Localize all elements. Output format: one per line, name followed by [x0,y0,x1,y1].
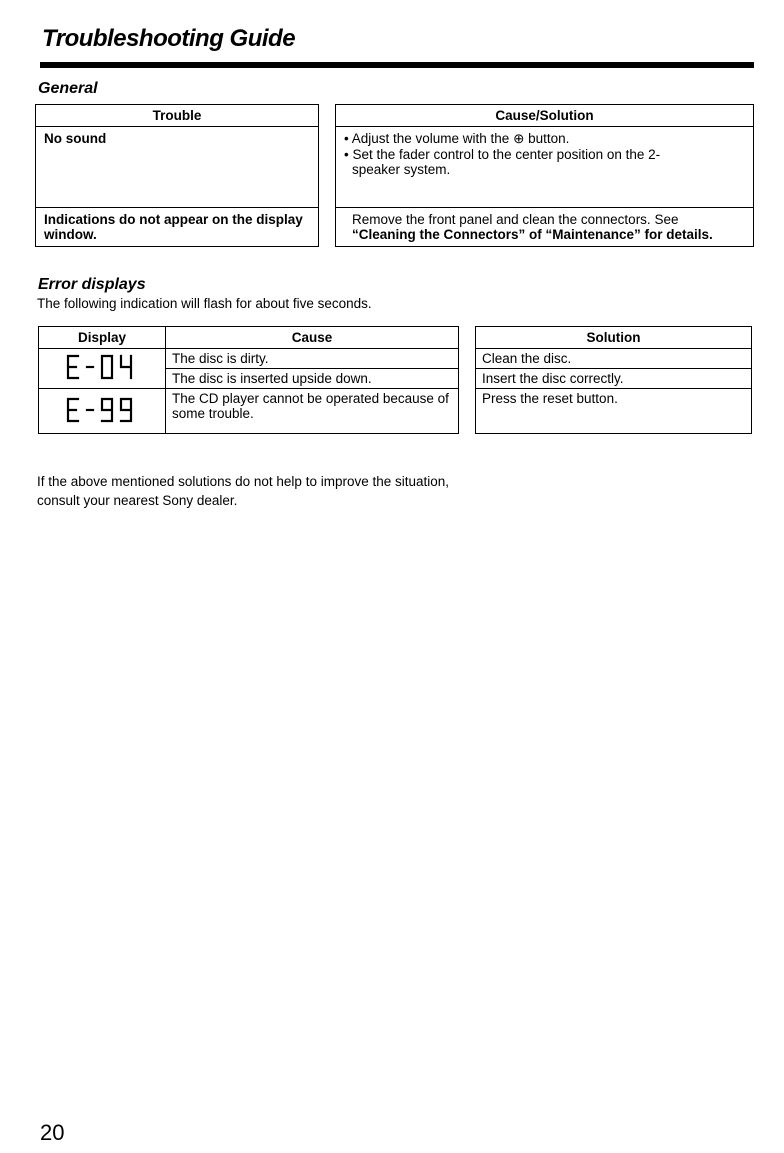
table-row [39,389,752,434]
error-code-display [52,393,152,430]
cause-cell: The CD player cannot be operated because of some trouble. [166,389,459,434]
table-row [36,127,754,208]
display-cell [39,349,166,389]
solution-cell: Press the reset button. [476,389,752,434]
page-number: 20 [40,1120,65,1145]
error-code-display [52,350,152,387]
header-display: Display [39,327,166,349]
cause-cell: The disc is dirty. [166,349,459,369]
solution-line: • Adjust the volume with the ⊕ button. [344,131,570,146]
solution-line: Remove the front panel and clean the connectors. See [352,212,679,227]
general-table [35,104,754,247]
header-cause-solution: Cause/Solution [336,105,754,127]
solution-cell: Clean the disc. [476,349,752,369]
solution-cell: Insert the disc correctly. [476,369,752,389]
solution-line: “Cleaning the Connectors” of “Maintenance” for details. [352,227,713,242]
cause-cell: The disc is inserted upside down. [166,369,459,389]
error-table [38,326,752,434]
trouble-cell: No sound [36,127,319,208]
title-rule [40,62,754,68]
trouble-cell: Indications do not appear on the display window. [36,208,319,247]
display-cell [39,389,166,434]
error-displays-heading: Error displays [38,276,146,293]
table-row [36,208,754,247]
footer-note: If the above mentioned solutions do not help to improve the situation, consult your nearest Sony dealer. [37,474,450,508]
error-intro-text: The following indication will flash for about five seconds. [37,296,372,311]
page-title: Troubleshooting Guide [42,25,296,52]
general-heading: General [38,80,98,97]
header-solution: Solution [476,327,752,349]
solution-cell [336,208,754,247]
solution-cell [336,127,754,208]
solution-line: speaker system. [352,162,451,177]
general-header-row [36,105,754,127]
error-header-row [39,327,752,349]
header-cause: Cause [166,327,459,349]
header-trouble: Trouble [36,105,319,127]
solution-line: • Set the fader control to the center position on the 2- [344,147,661,162]
table-row [39,349,752,369]
